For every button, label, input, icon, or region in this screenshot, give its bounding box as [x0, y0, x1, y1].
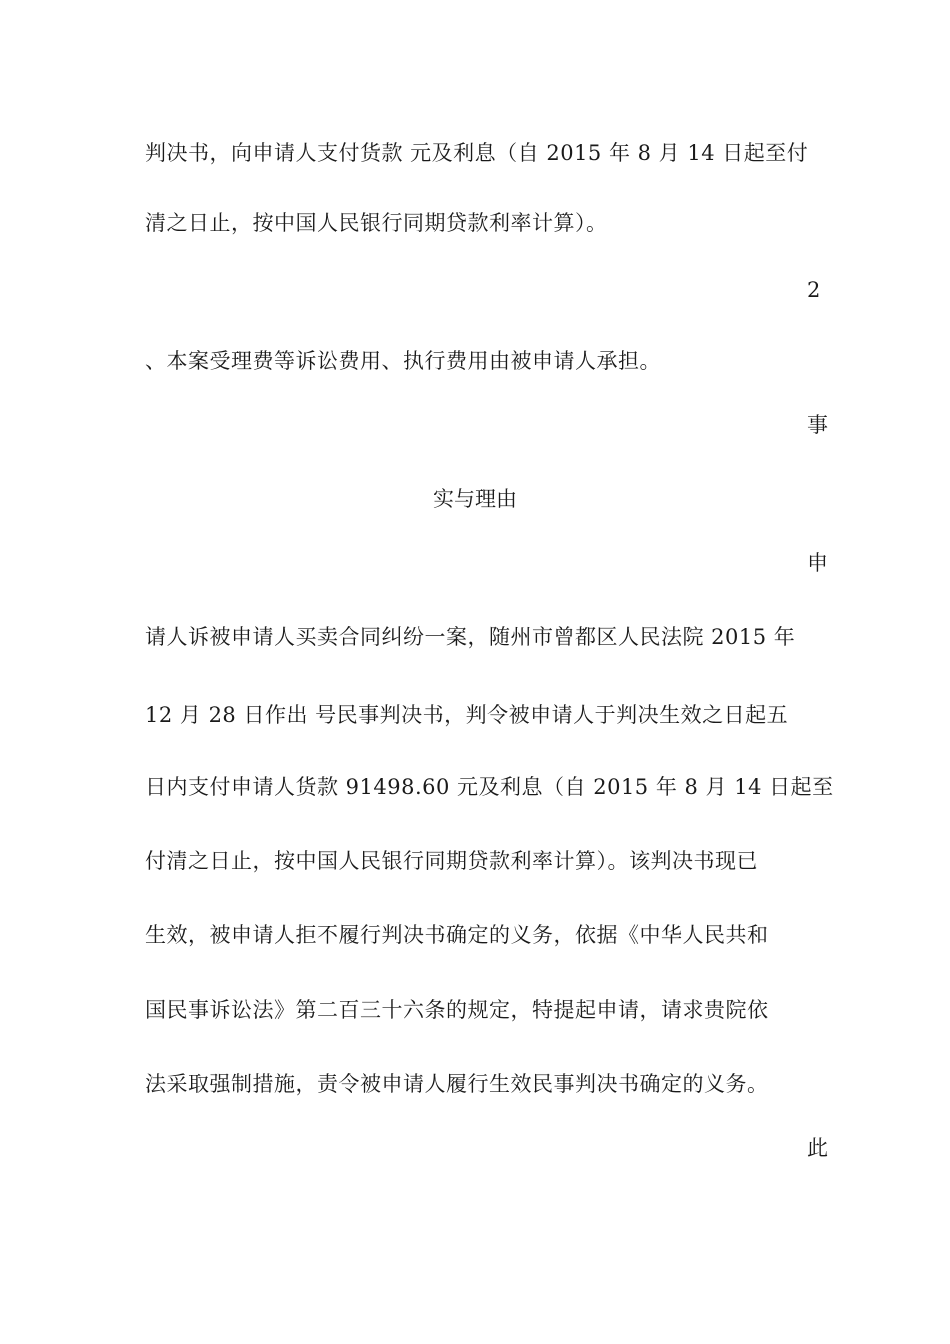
heading-char-shi: 事 [807, 413, 828, 437]
text-line-10: 法采取强制措施，责令被申请人履行生效民事判决书确定的义务。 [145, 1072, 769, 1096]
para-start-char: 申 [807, 551, 828, 575]
text-line-2: 清之日止，按中国人民银行同期贷款利率计算）。 [145, 211, 608, 235]
text-line-8: 生效，被申请人拒不履行判决书确定的义务，依据《中华人民共和 [145, 923, 769, 947]
text-line-3: 、本案受理费等诉讼费用、执行费用由被申请人承担。 [145, 349, 661, 373]
text-line-1: 判决书，向申请人支付货款 元及利息（自 2015 年 8 月 14 日起至付 [145, 141, 809, 165]
text-line-5: 12 月 28 日作出 号民事判决书，判令被申请人于判决生效之日起五 [145, 703, 789, 727]
item-number: 2 [807, 278, 821, 302]
text-line-9: 国民事诉讼法》第二百三十六条的规定，特提起申请，请求贵院依 [145, 998, 769, 1022]
closing-char: 此 [807, 1136, 828, 1160]
text-line-6: 日内支付申请人货款 91498.60 元及利息（自 2015 年 8 月 14 日起至 [145, 775, 834, 799]
text-line-7: 付清之日止，按中国人民银行同期贷款利率计算）。该判决书现已 [145, 849, 758, 873]
section-heading: 实与理由 [433, 487, 517, 511]
text-line-4: 请人诉被申请人买卖合同纠纷一案，随州市曾都区人民法院 2015 年 [145, 625, 796, 649]
